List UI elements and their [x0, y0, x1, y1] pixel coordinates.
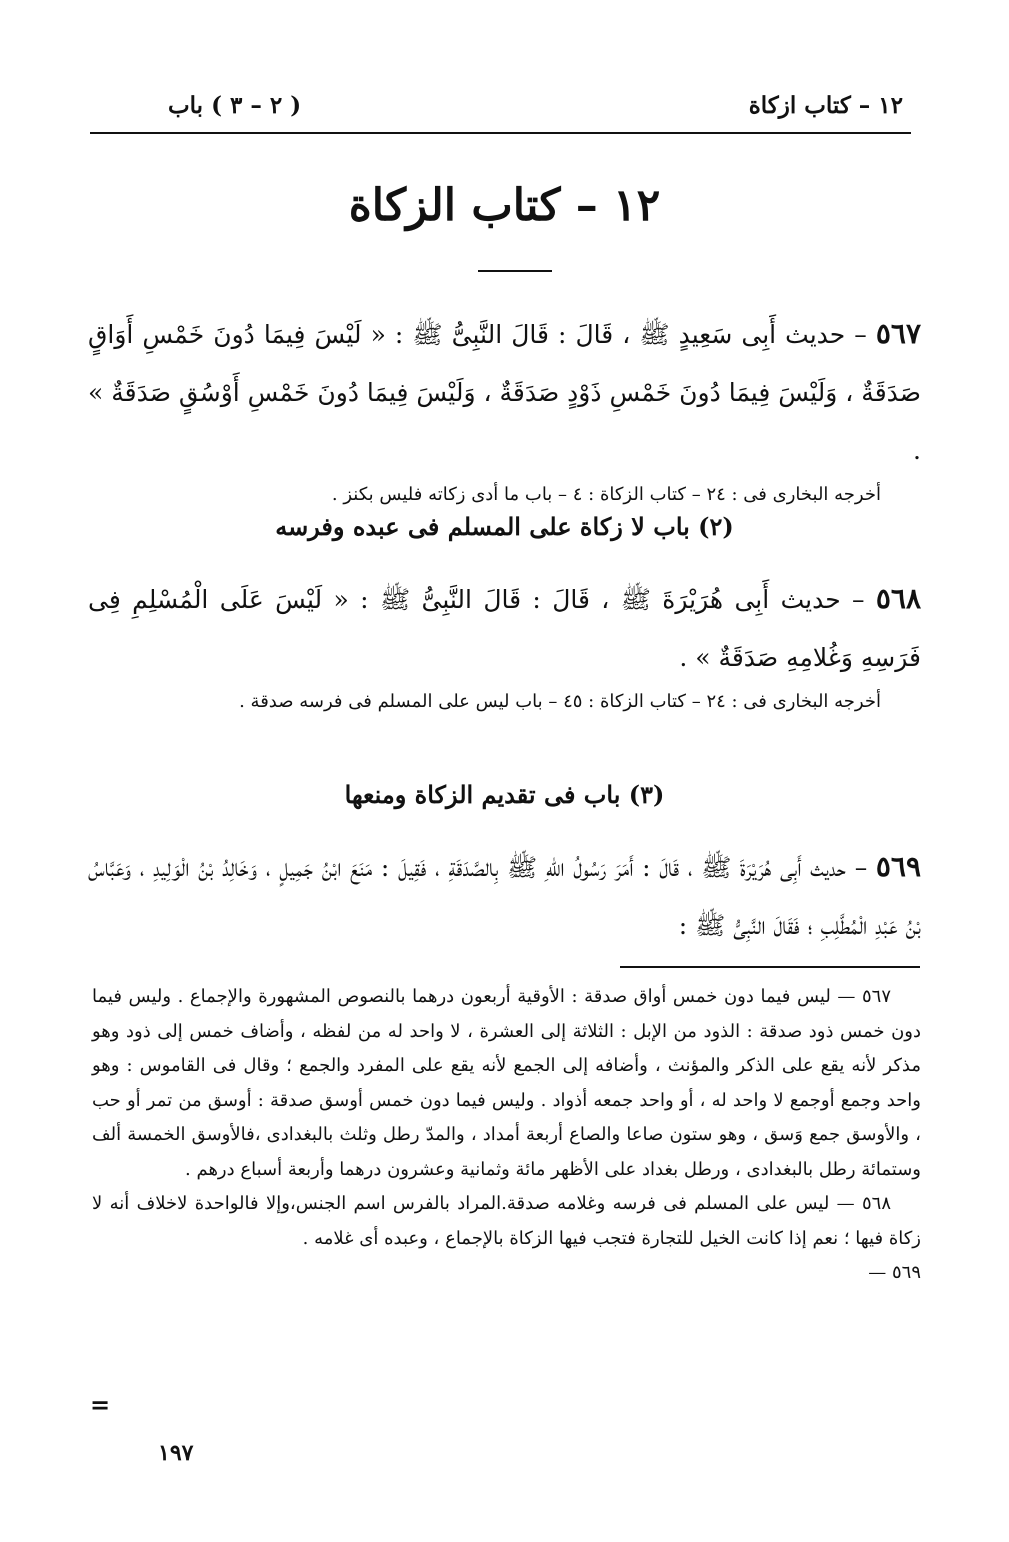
- hadith-body: – حديث أَبِى هُرَيْرَةَ ﷺ ، قَالَ : أَمَرَ رَسُولُ اللهِ ﷺ بِالصَّدَقَةِ ، فَقِيلَ : مَنَعَ ابْنُ جَمِيلٍ ، وَخَالِدُ بْنُ الْوَلِيدِ ، وَعَبَّاسُ بْنُ عَبْدِ الْمُطَّلِبِ ؛ فَقَالَ النَّبِىُّ ﷺ :: [88, 853, 921, 940]
- hadith-567: [88, 305, 921, 510]
- hadith-number: ٥٦٧: [875, 317, 921, 350]
- continuation-mark: =: [90, 1390, 111, 1419]
- footnote-569: ٥٦٩ —: [868, 1262, 921, 1283]
- hadith-body: – حديث أَبِى سَعِيدٍ ﷺ ، قَالَ : قَالَ النَّبِىُّ ﷺ : « لَيْسَ فِيمَا دُونَ خَمْسِ أَوَاقٍ صَدَقَةٌ ، وَلَيْسَ فِيمَا دُونَ خَمْسِ ذَوْدٍ صَدَقَةٌ ، وَلَيْسَ فِيمَا دُونَ خَمْسِ أَوْسُقٍ صَدَقَةٌ » .: [88, 320, 921, 465]
- hadith-569: [88, 838, 921, 955]
- hadith-reference: أخرجه البخارى فى : ٢٤ – كتاب الزكاة : ٤٥ – باب ليس على المسلم فى فرسه صدقة .: [239, 691, 881, 712]
- page-number: ١٩٧: [158, 1440, 194, 1466]
- chapter-heading: (٣) باب فى تقديم الزكاة ومنعها: [344, 780, 665, 809]
- hadith-text: [88, 838, 921, 955]
- hadith-reference: أخرجه البخارى فى : ٢٤ – كتاب الزكاة : ٤ – باب ما أدى زكاته فليس بكنز .: [331, 484, 881, 505]
- chapter-range: ( ٢ – ٣ ) باب: [168, 92, 302, 119]
- running-header: [90, 82, 911, 134]
- book-title: ١٢ – كتاب الزكاة: [348, 180, 661, 231]
- running-title: ١٢ – كتاب ازكاة: [748, 92, 903, 119]
- hadith-body: – حديث أَبِى هُرَيْرَةَ ﷺ ، قَالَ : قَالَ النَّبِىُّ ﷺ : « لَيْسَ عَلَى الْمُسْلِمِ فِى فَرَسِهِ وَغُلامِهِ صَدَقَةٌ » .: [88, 585, 921, 672]
- hadith-number: ٥٦٩: [875, 850, 922, 883]
- title-divider: [478, 270, 552, 272]
- chapter-3: [88, 780, 921, 809]
- chapter-2: [88, 512, 921, 541]
- footnotes: [92, 980, 921, 1291]
- footnote-568: ٥٦٨ — ليس على المسلم فى فرسه وغلامه صدقة.المراد بالفرس اسم الجنس،وإلا فالواحدة لاخلاف أنه لا زكاة فيها ؛ نعم إذا كانت الخيل للتجارة فتجب فيها الزكاة بالإجماع ، وعبده أى غلامه .: [92, 1193, 921, 1249]
- footnote-divider: [620, 966, 920, 968]
- hadith-568: [88, 570, 921, 717]
- hadith-text: [88, 305, 921, 480]
- hadith-text: [88, 570, 921, 687]
- hadith-number: ٥٦٨: [875, 582, 921, 615]
- chapter-heading: (٢) باب لا زكاة على المسلم فى عبده وفرسه: [275, 512, 734, 541]
- footnote-567: ٥٦٧ — ليس فيما دون خمس أواق صدقة : الأوقية أربعون درهما بالنصوص المشهورة والإجماع . وليس فيما دون خمس ذود صدقة : الذود من الإبل : الثلاثة إلى العشرة ، لا واحد له من لفظه ، وأضاف خمس إلى ذود وهو مذكر لأنه يقع على الذكر والمؤنث ، وأضافه إلى الجمع لأنه يقع على المفرد والجمع ؛ وقال فى القاموس : وهو واحد وجمع أوجمع لا واحد له ، أو واحد جمعه أذواد . وليس فيما دون خمس أوسق صدقة : أوسق من تمر أو حب ، والأوسق جمع وَسق ، وهو ستون صاعا والصاع أربعة أمداد ، والمدّ رطل وثلث بالبغدادى ،فالأوسق الخمسة ألف وستمائة رطل بالبغدادى ، ورطل بغداد على الأظهر مائة وثمانية وعشرون درهما وأربعة أسباع درهم .: [92, 986, 921, 1180]
